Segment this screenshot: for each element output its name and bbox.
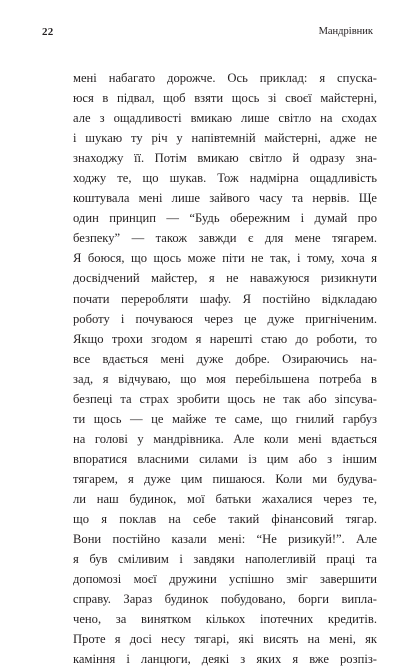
text-line: коштувала мені лише зайвого часу та нервів. Ще [73,191,377,206]
text-line: ти щось — це майже те саме, що гнилий гарбуз [73,411,377,426]
text-line: юся в підвал, щоб взяти щось зі своєї майстерні, [73,91,377,106]
text-line: ходжу те, що шукав. Тож надмірна ощадливість [73,171,377,186]
text-line: і шукаю ту річ у напівтемній майстерні, адже не [73,131,377,146]
text-line: Я боюся, що щось може піти не так, і тому, хоча я [73,251,377,266]
text-line: все вдається мені дуже добре. Озираючись на- [73,351,377,366]
page-number: 22 [42,26,54,38]
text-line: почати переробляти шафу. Я постійно відкладаю [73,291,377,306]
text-line: каміння і ланцюги, деякі з яких я вже розпіз- [73,652,377,667]
text-line: ли наш будинок, мої батьки жахалися через те, [73,491,377,506]
text-line: безпеці та страх зробити щось не так або зіпсува- [73,391,377,406]
text-line: знаходжу її. Потім вмикаю світло й одразу зна- [73,151,377,166]
text-line: Якщо трохи згодом я нарешті стаю до роботи, то [73,331,377,346]
text-line: тягарем, я дуже цим пишаюся. Коли ми будува- [73,471,377,486]
text-line: безпеку” — також завжди є для мене тягарем. [73,231,377,246]
text-line: один принцип — “Будь обережним і думай про [73,211,377,226]
text-line: що я поклав на себе такий фінансовий тягар. [73,512,377,527]
text-line: Вони постійно казали мені: “Не ризикуй!”. Але [73,532,377,547]
text-line: чено, за винятком кількох іпотечних кредитів. [73,612,377,627]
text-line: на голові у мандрівника. Але коли мені вдається [73,431,377,446]
running-head-title: Мандрівник [318,26,373,37]
text-line: зад, я відчуваю, що моя перебільшена потреба в [73,371,377,386]
text-line: мені набагато дорожче. Ось приклад: я спуска- [73,71,377,85]
text-line: але з ощадливості вмикаю лише світло на сходах [73,111,377,126]
text-line: я був сміливим і завдяки наполегливій праці та [73,552,377,567]
text-line: досвідчений майстер, я не наважуюся ризикнути [73,271,377,286]
text-line: роботу і почуваюся через це дуже пригніченим. [73,311,377,326]
text-line: допомозі моєї дружини успішно зміг завершити [73,572,377,587]
text-line: впоратися власними силами із цим або з іншим [73,451,377,466]
text-line: справу. Зараз будинок побудовано, борги випла- [73,592,377,607]
text-line: Проте я досі несу тягарі, які висять на мені, як [73,632,377,647]
body-text [73,68,377,669]
